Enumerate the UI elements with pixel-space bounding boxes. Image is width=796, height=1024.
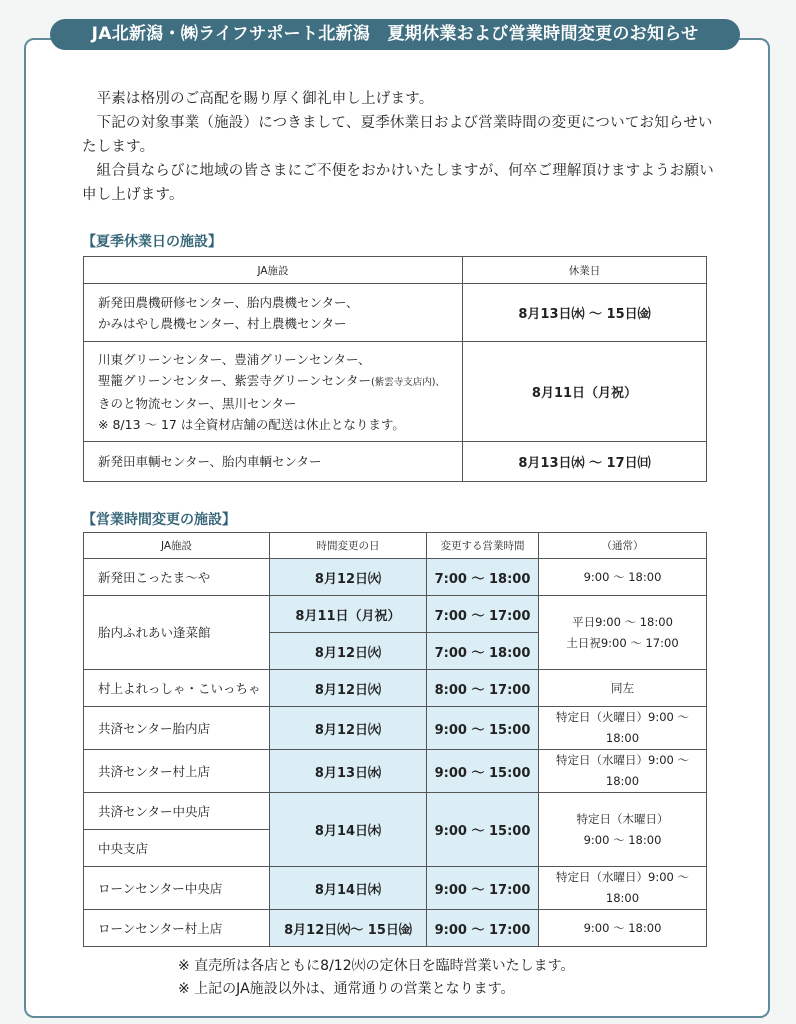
column-header: JA施設 (84, 533, 270, 559)
facility-cell: 胎内ふれあい逢菜館 (84, 596, 270, 670)
intro-paragraph: 平素は格別のご高配を賜り厚く御礼申し上げます。 (96, 91, 434, 107)
page-title: JA北新潟・㈱ライフサポート北新潟 夏期休業および営業時間変更のお知らせ (50, 19, 740, 50)
facility-note: (紫雲寺支店内)、 (371, 376, 445, 388)
changed-hours-cell: 9:00 〜 17:00 (427, 910, 539, 947)
normal-hours-cell: 特定日（水曜日）9:00 〜 18:00 (539, 867, 707, 910)
holiday-table (83, 256, 707, 482)
holiday-date-cell: 8月13日㈬ 〜 15日㈮ (463, 284, 707, 342)
change-date-cell: 8月14日㈭ (270, 793, 427, 867)
change-date-cell: 8月12日㈫ (270, 559, 427, 596)
change-date-cell: 8月11日（月祝） (270, 596, 427, 633)
footnotes (178, 955, 575, 1001)
changed-hours-cell: 7:00 〜 17:00 (427, 596, 539, 633)
facility-note-line: ※ 8/13 〜 17 は全資材店舗の配送は休止となります。 (98, 416, 405, 432)
column-header: JA施設 (84, 257, 463, 284)
change-date-cell: 8月12日㈫ (270, 633, 427, 670)
column-header: （通常） (539, 533, 707, 559)
facility-line (98, 370, 462, 393)
normal-hours-cell: 特定日（水曜日）9:00 〜 18:00 (539, 750, 707, 793)
facility-line-text: 聖籠グリーンセンター、紫雲寺グリーンセンター (98, 372, 372, 388)
table-row (84, 342, 707, 442)
normal-hours-cell: 特定日（火曜日）9:00 〜 18:00 (539, 707, 707, 750)
normal-hours-line: 平日9:00 〜 18:00 (572, 614, 673, 629)
normal-hours-cell (539, 596, 707, 670)
intro-paragraph: 組合員ならびに地域の皆さまにご不便をおかけいたしますが、何卒ご理解頂けますようお願い申し上げます。 (82, 163, 714, 203)
changed-hours-cell: 9:00 〜 15:00 (427, 750, 539, 793)
changed-hours-cell: 8:00 〜 17:00 (427, 670, 539, 707)
facility-cell: 共済センター村上店 (84, 750, 270, 793)
column-header: 時間変更の日 (270, 533, 427, 559)
table-row (84, 559, 707, 596)
column-header: 休業日 (463, 257, 707, 284)
facility-line: きのと物流センター、黒川センター (98, 395, 297, 411)
table-header-row (84, 533, 707, 559)
table-row (84, 596, 707, 633)
normal-hours-line: 土日祝9:00 〜 17:00 (566, 635, 679, 650)
facility-cell (84, 342, 463, 442)
footnote: ※ 上記のJA施設以外は、通常通りの営業となります。 (178, 981, 515, 997)
table-row (84, 670, 707, 707)
hours-table (83, 532, 707, 947)
table-row (84, 284, 707, 342)
facility-cell: ローンセンター中央店 (84, 867, 270, 910)
table-header-row (84, 257, 707, 284)
normal-hours-cell (539, 793, 707, 867)
facility-cell: 共済センター胎内店 (84, 707, 270, 750)
facility-line: かみはやし農機センター、村上農機センター (98, 315, 347, 331)
normal-hours-line: 9:00 〜 18:00 (583, 832, 662, 847)
facility-cell: 新発田こったま〜や (84, 559, 270, 596)
intro-text (82, 87, 722, 207)
table-row (84, 910, 707, 947)
facility-cell (84, 284, 463, 342)
table-row (84, 707, 707, 750)
change-date-cell: 8月13日㈬ (270, 750, 427, 793)
changed-hours-cell: 7:00 〜 18:00 (427, 633, 539, 670)
change-date-cell: 8月12日㈫ (270, 707, 427, 750)
normal-hours-cell: 9:00 〜 18:00 (539, 910, 707, 947)
intro-paragraph: 下記の対象事業（施設）につきまして、夏季休業日および営業時間の変更についてお知らせいたします。 (82, 115, 713, 155)
normal-hours-line: 特定日（木曜日） (576, 811, 669, 826)
normal-hours-cell: 同左 (539, 670, 707, 707)
facility-cell: ローンセンター村上店 (84, 910, 270, 947)
facility-line: 新発田農機研修センター、胎内農機センター、 (98, 294, 359, 310)
table-row (84, 793, 707, 830)
changed-hours-cell: 9:00 〜 17:00 (427, 867, 539, 910)
normal-hours-cell: 9:00 〜 18:00 (539, 559, 707, 596)
facility-cell: 中央支店 (84, 830, 270, 867)
footnote: ※ 直売所は各店ともに8/12㈫の定休日を臨時営業いたします。 (178, 958, 575, 974)
table-row (84, 867, 707, 910)
hours-section-heading: 【営業時間変更の施設】 (82, 512, 236, 528)
facility-line: 川東グリーンセンター、豊浦グリーンセンター、 (98, 351, 371, 367)
facility-cell: 村上よれっしゃ・こいっちゃ (84, 670, 270, 707)
change-date-cell: 8月14日㈭ (270, 867, 427, 910)
column-header: 変更する営業時間 (427, 533, 539, 559)
change-date-cell: 8月12日㈫〜 15日㈮ (270, 910, 427, 947)
changed-hours-cell: 9:00 〜 15:00 (427, 707, 539, 750)
table-row (84, 442, 707, 482)
changed-hours-cell: 9:00 〜 15:00 (427, 793, 539, 867)
change-date-cell: 8月12日㈫ (270, 670, 427, 707)
changed-hours-cell: 7:00 〜 18:00 (427, 559, 539, 596)
holiday-date-cell: 8月13日㈬ 〜 17日㈰ (463, 442, 707, 482)
holiday-section-heading: 【夏季休業日の施設】 (82, 234, 222, 250)
facility-cell: 新発田車輌センター、胎内車輌センター (84, 442, 463, 482)
facility-cell: 共済センター中央店 (84, 793, 270, 830)
holiday-date-cell: 8月11日（月祝） (463, 342, 707, 442)
table-row (84, 750, 707, 793)
